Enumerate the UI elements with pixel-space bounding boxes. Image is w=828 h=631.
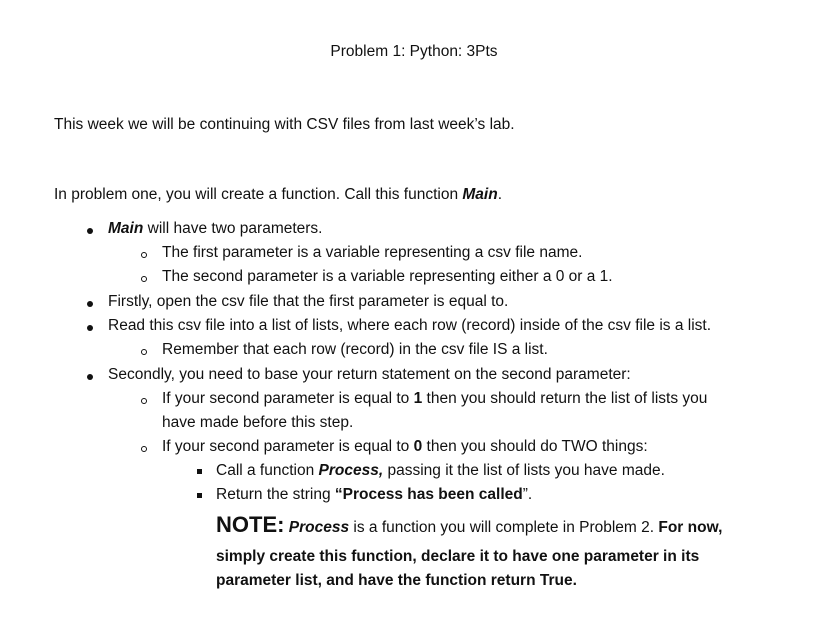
note-line-2: simply create this function, declare it to have one parameter in its — [216, 548, 700, 565]
close-quote: ”. — [522, 486, 533, 503]
bullet-read-csv: Read this csv file into a list of lists, where each row (record) inside of the csv file is a list. — [108, 317, 712, 334]
bullet-circle — [141, 252, 147, 258]
bullet-dot — [87, 325, 93, 331]
bullet-text: will have two parameters. — [143, 220, 323, 237]
sub-sub-bullet-return-string — [216, 486, 532, 504]
function-name-process: Process, — [318, 462, 384, 479]
note-label: NOTE: — [216, 512, 285, 537]
sub-sub-bullet-call-process — [216, 462, 665, 480]
condition-value: 0 — [413, 438, 423, 455]
condition-suffix: then you should do TWO things: — [422, 438, 648, 455]
bullet-circle — [141, 276, 147, 282]
bullet-return-statement: Secondly, you need to base your return statement on the second parameter: — [108, 366, 631, 383]
call-prefix: Call a function — [216, 462, 319, 479]
note-bold-text: For now, — [658, 519, 723, 536]
bullet-circle — [141, 446, 147, 452]
condition-value: 1 — [413, 390, 423, 407]
function-name-main: Main — [462, 186, 498, 203]
condition-suffix: then you should return the list of lists you — [422, 390, 708, 407]
sub-bullet-row-is-list: Remember that each row (record) in the csv file IS a list. — [162, 341, 548, 358]
bullet-dot — [87, 374, 93, 380]
bullet-dot — [87, 301, 93, 307]
condition-prefix: If your second parameter is equal to — [162, 438, 414, 455]
page-title: Problem 1: Python: 3Pts — [330, 43, 498, 60]
function-name-main: Main — [108, 220, 144, 237]
note-line-1 — [216, 512, 722, 538]
open-quote: “ — [334, 486, 343, 503]
intro-text: This week we will be continuing with CSV files from last week’s lab. — [54, 116, 515, 133]
problem-suffix: . — [497, 186, 503, 203]
return-prefix: Return the string — [216, 486, 335, 503]
condition-prefix: If your second parameter is equal to — [162, 390, 414, 407]
bullet-open-csv: Firstly, open the csv file that the first parameter is equal to. — [108, 293, 509, 310]
bullet-square — [197, 469, 202, 474]
problem-prefix: In problem one, you will create a function. Call this function — [54, 186, 463, 203]
sub-bullet-param-zero — [162, 438, 648, 456]
bullet-square — [197, 493, 202, 498]
bullet-circle — [141, 398, 147, 404]
function-name-process: Process — [288, 519, 350, 536]
bullet-main-params — [108, 220, 323, 238]
return-string-value: Process has been called — [342, 486, 523, 503]
sub-bullet-first-param: The first parameter is a variable representing a csv file name. — [162, 244, 583, 261]
bullet-dot — [87, 228, 93, 234]
note-line-3: parameter list, and have the function return True. — [216, 572, 577, 589]
problem-statement — [54, 186, 502, 204]
bullet-circle — [141, 349, 147, 355]
sub-bullet-param-one — [162, 390, 707, 408]
note-text: is a function you will complete in Problem 2. — [349, 519, 659, 536]
sub-bullet-second-param: The second parameter is a variable representing either a 0 or a 1. — [162, 268, 613, 285]
sub-bullet-param-one-cont: have made before this step. — [162, 414, 354, 431]
call-suffix: passing it the list of lists you have made. — [383, 462, 665, 479]
